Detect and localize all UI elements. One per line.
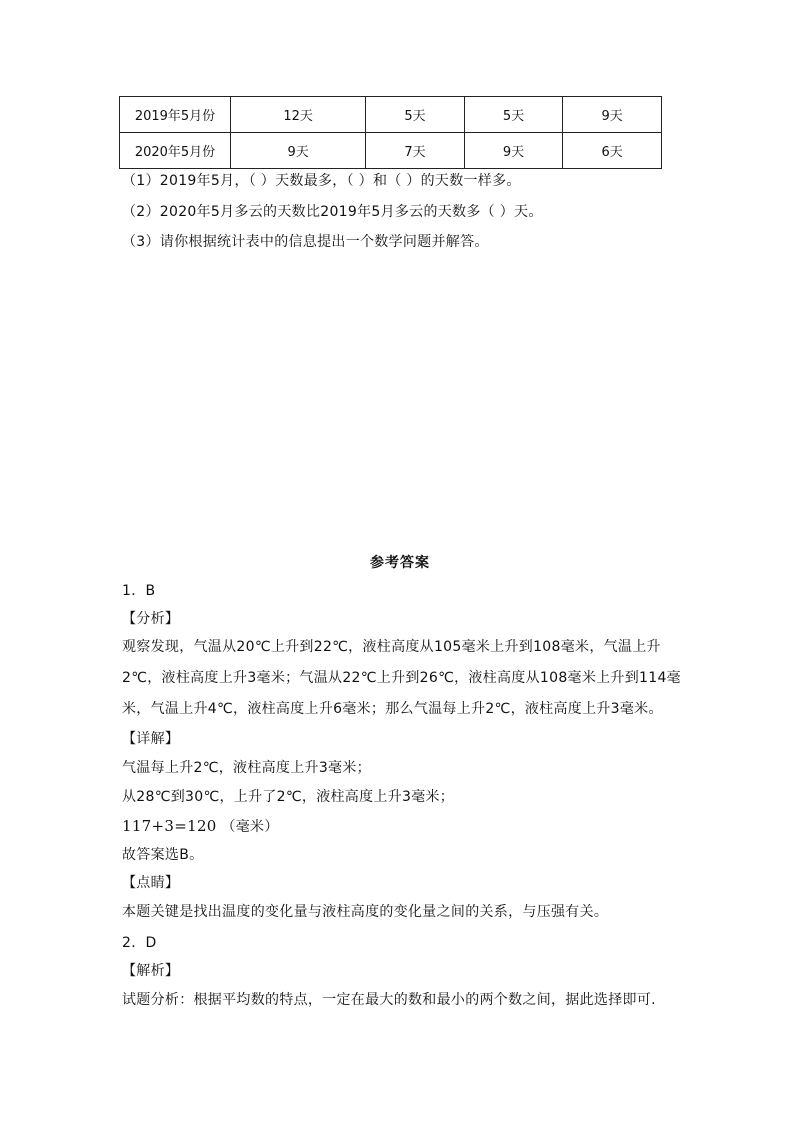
equation-line (122, 817, 279, 836)
analysis-heading: 【分析】 (122, 611, 180, 627)
comment-text: 本题关键是找出温度的变化量与液柱高度的变化量之间的关系，与压强有关。 (122, 904, 609, 920)
analysis-line: 2℃，液柱高度上升3毫米；气温从22℃上升到26℃，液柱高度从108毫米上升到114毫 (122, 670, 681, 686)
table-cell: 6天 (563, 133, 662, 169)
analysis-line: 观察发现，气温从20℃上升到22℃，液柱高度从105毫米上升到108毫米，气温上升 (122, 639, 661, 655)
equation-unit: （毫米） (221, 819, 279, 835)
table-cell: 9天 (231, 133, 366, 169)
weather-stats-table (119, 96, 662, 169)
question-1: （1）2019年5月，（ ）天数最多，（ ）和（ ）的天数一样多。 (122, 173, 521, 189)
analysis-heading: 【解析】 (122, 963, 180, 979)
question-3: （3）请你根据统计表中的信息提出一个数学问题并解答。 (122, 234, 489, 250)
detail-heading: 【详解】 (122, 731, 180, 747)
analysis-line: 米，气温上升4℃，液柱高度上升6毫米；那么气温每上升2℃，液柱高度上升3毫米。 (122, 701, 663, 717)
table-cell: 5天 (464, 97, 563, 133)
table-cell: 7天 (366, 133, 465, 169)
detail-line: 气温每上升2℃，液柱高度上升3毫米； (122, 760, 371, 776)
comment-heading: 【点睛】 (122, 875, 180, 891)
answer-1: 1．B (122, 583, 156, 599)
conclusion: 故答案选B。 (122, 847, 204, 863)
table-row (120, 133, 662, 169)
table-cell: 12天 (231, 97, 366, 133)
detail-line: 从28℃到30℃，上升了2℃，液柱高度上升3毫米； (122, 789, 455, 805)
table-cell: 9天 (563, 97, 662, 133)
question-2: （2）2020年5月多云的天数比2019年5月多云的天数多（ ）天。 (122, 204, 543, 220)
table-row (120, 97, 662, 133)
answer-section-title: 参考答案 (370, 555, 430, 571)
table-cell: 5天 (366, 97, 465, 133)
row-label: 2019年5月份 (120, 97, 231, 133)
table-cell: 9天 (464, 133, 563, 169)
equation: 117+3=120 (122, 817, 217, 835)
analysis-text: 试题分析：根据平均数的特点，一定在最大的数和最小的两个数之间，据此选择即可. (122, 992, 656, 1008)
row-label: 2020年5月份 (120, 133, 231, 169)
answer-2: 2．D (122, 935, 157, 951)
